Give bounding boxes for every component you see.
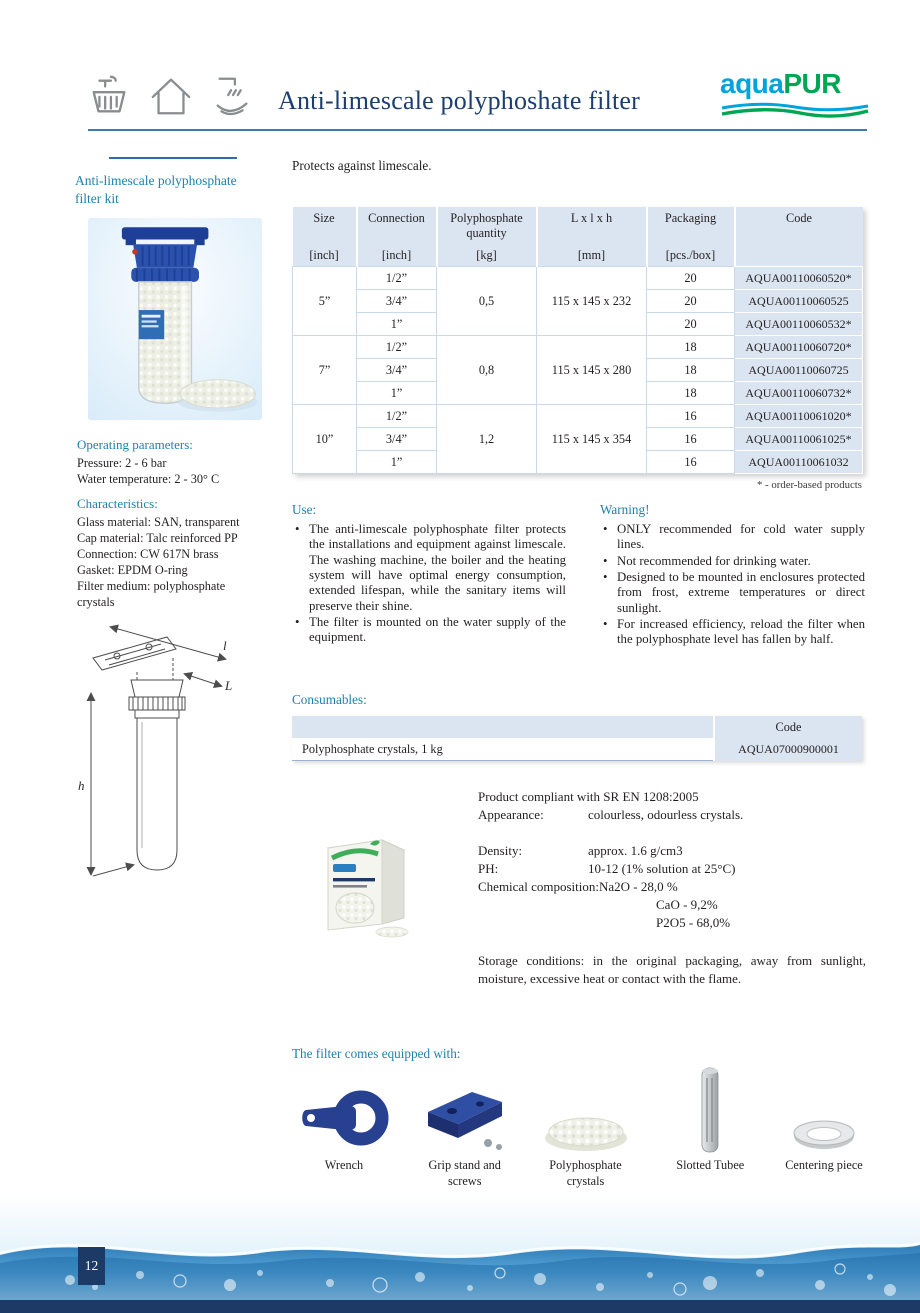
grip-stand-image xyxy=(422,1080,508,1154)
packaging-cell: 18 xyxy=(647,336,735,359)
cap-material-line: Cap material: Talc reinforced PP xyxy=(77,531,238,545)
size-cell: 10” xyxy=(293,405,357,474)
spec-density: Density: approx. 1.6 g/cm3 xyxy=(478,843,683,858)
kit-title: Anti-limescale polyphosphate filter kit xyxy=(75,173,237,206)
packaging-cell: 18 xyxy=(647,382,735,405)
table-header-row xyxy=(293,207,863,267)
equipment-caption: Wrench xyxy=(324,1158,364,1172)
packaging-cell: 20 xyxy=(647,267,735,290)
operating-parameters-text xyxy=(77,455,219,487)
product-table xyxy=(292,207,863,474)
connection-cell: 1/2” xyxy=(357,267,437,290)
connection-cell: 1” xyxy=(357,313,437,336)
equipment-caption: Slotted Tubee xyxy=(676,1158,745,1172)
page-title: Anti-limescale polyphoshate filter xyxy=(278,86,641,115)
table-row xyxy=(292,738,862,761)
characteristics-text xyxy=(77,514,259,610)
equipment-caption: Centering piece xyxy=(785,1158,863,1172)
equipment-caption: Grip stand and screws xyxy=(428,1158,501,1188)
sidebar-divider xyxy=(109,157,237,159)
code-cell: AQUA00110060720* xyxy=(735,336,863,359)
packaging-cell: 18 xyxy=(647,359,735,382)
filter-medium-line: Filter medium: polyphosphate crystals xyxy=(77,579,226,609)
col-header-size: Size [inch] xyxy=(293,207,357,267)
dimensions-cell: 115 x 145 x 232 xyxy=(537,267,647,336)
consumable-name-cell: Polyphosphate crystals, 1 kg xyxy=(292,738,714,761)
spec-chemical: Chemical composition:Na2O - 28,0 % xyxy=(478,879,678,894)
table-footnote: * - order-based products xyxy=(756,479,862,491)
connection-cell: 1” xyxy=(357,451,437,474)
equipment-item-slotted-tube xyxy=(660,1066,760,1190)
dimensions-cell: 115 x 145 x 280 xyxy=(537,336,647,405)
list-item: • Designed to be mounted in enclosures protected from frost, extreme temperatures or direct sunlight. xyxy=(600,570,865,616)
equipment-item-centering-piece xyxy=(783,1066,865,1190)
intro-text: Protects against limescale. xyxy=(292,158,432,173)
page-number: 12 xyxy=(78,1247,105,1285)
slotted-tube-image xyxy=(698,1066,722,1154)
code-cell: AQUA00110060532* xyxy=(735,313,863,336)
col-header-quantity: Polyphosphate quantity [kg] xyxy=(437,207,537,267)
code-cell: AQUA00110060725 xyxy=(735,359,863,382)
packaging-cell: 20 xyxy=(647,313,735,336)
glass-material-line: Glass material: SAN, transparent xyxy=(77,515,240,529)
equipment-heading: The filter comes equipped with: xyxy=(292,1046,461,1061)
col-header-packaging: Packaging [pcs./box] xyxy=(647,207,735,267)
spec-p2o5: P2O5 - 68,0% xyxy=(656,915,731,930)
connection-cell: 3/4” xyxy=(357,359,437,382)
spec-cao: CaO - 9,2% xyxy=(656,897,718,912)
packaging-cell: 16 xyxy=(647,428,735,451)
code-cell: AQUA00110060520* xyxy=(735,267,863,290)
equipment-item-crystals xyxy=(534,1066,638,1190)
centering-piece-image xyxy=(788,1116,860,1154)
size-cell: 5” xyxy=(293,267,357,336)
gasket-line: Gasket: EPDM O-ring xyxy=(77,563,188,577)
code-cell: AQUA00110060732* xyxy=(735,382,863,405)
list-item: • ONLY recommended for cold water supply lines. xyxy=(600,522,865,553)
main-content xyxy=(292,0,865,1200)
packaging-cell: 16 xyxy=(647,451,735,474)
consumables-blank-header xyxy=(292,716,714,738)
code-cell: AQUA00110061020* xyxy=(735,405,863,428)
quantity-cell: 1,2 xyxy=(437,405,537,474)
dim-l-label: l xyxy=(223,638,227,653)
wrench-image xyxy=(298,1082,390,1154)
equipment-row xyxy=(292,1066,865,1190)
dim-h-label: h xyxy=(78,778,85,793)
col-header-connection: Connection [inch] xyxy=(357,207,437,267)
consumables-table xyxy=(292,716,862,761)
packaging-cell: 16 xyxy=(647,405,735,428)
equipment-item-wrench xyxy=(292,1066,396,1190)
list-item: • Not recommended for drinking water. xyxy=(600,554,865,569)
logo-aqua-text: aqua xyxy=(720,68,784,99)
filter-product-photo xyxy=(88,212,262,426)
sidebar xyxy=(75,0,265,1190)
water-temp-line: Water temperature: 2 - 30° C xyxy=(77,472,220,486)
spec-appearance: Appearance: colourless, odourless crystals. xyxy=(478,807,744,822)
technical-drawing xyxy=(75,622,260,897)
warning-heading: Warning! xyxy=(600,502,650,517)
connection-cell: 1” xyxy=(357,382,437,405)
operating-parameters-heading: Operating parameters: xyxy=(77,437,193,452)
consumables-heading: Consumables: xyxy=(292,692,367,707)
equipment-caption: Polyphosphate crystals xyxy=(549,1158,622,1188)
table-row xyxy=(293,267,863,290)
col-header-code: Code xyxy=(735,207,863,267)
use-heading: Use: xyxy=(292,502,317,517)
dim-L-label: L xyxy=(225,678,233,693)
consumables-header-row xyxy=(292,716,862,738)
storage-conditions: Storage conditions: in the original packaging, away from sunlight, moisture, excessive heat or contact with the flame. xyxy=(478,953,866,986)
table-row xyxy=(293,405,863,428)
list-item: • The filter is mounted on the water supply of the equipment. xyxy=(292,615,566,646)
list-item: • For increased efficiency, reload the filter when the polyphosphate level has fallen by half. xyxy=(600,617,865,648)
connection-cell: 1/2” xyxy=(357,405,437,428)
water-photo-band xyxy=(0,1195,920,1300)
code-cell: AQUA00110061032 xyxy=(735,451,863,474)
pressure-line: Pressure: 2 - 6 bar xyxy=(77,456,167,470)
consumable-code-cell: AQUA07000900001 xyxy=(714,738,862,761)
crystals-box-photo xyxy=(318,808,414,938)
col-header-dimensions: L x l x h [mm] xyxy=(537,207,647,267)
connection-cell: 3/4” xyxy=(357,428,437,451)
connection-line: Connection: CW 617N brass xyxy=(77,547,219,561)
connection-cell: 3/4” xyxy=(357,290,437,313)
warning-section xyxy=(600,502,865,649)
logo-pur-text: PUR xyxy=(783,68,841,99)
code-cell: AQUA00110060525 xyxy=(735,290,863,313)
quantity-cell: 0,8 xyxy=(437,336,537,405)
consumables-code-header: Code xyxy=(714,716,862,738)
quantity-cell: 0,5 xyxy=(437,267,537,336)
crystals-image xyxy=(540,1102,632,1154)
code-cell: AQUA00110061025* xyxy=(735,428,863,451)
spec-ph: PH: 10-12 (1% solution at 25°C) xyxy=(478,861,736,876)
characteristics-heading: Characteristics: xyxy=(77,496,158,511)
list-item: • The anti-limescale polyphosphate filter protects the installations and equipment against limescale. The washing machine, the boiler and the heating system will have optimal energy consumption, extended lifespan, while the sanitary items will preserve their shine. xyxy=(292,522,566,614)
specs-block xyxy=(478,788,866,988)
size-cell: 7” xyxy=(293,336,357,405)
use-section xyxy=(292,502,566,649)
equipment-item-grip-stand xyxy=(419,1066,511,1190)
compliance-line: Product compliant with SR EN 1208:2005 xyxy=(478,789,699,804)
packaging-cell: 20 xyxy=(647,290,735,313)
table-row xyxy=(293,336,863,359)
connection-cell: 1/2” xyxy=(357,336,437,359)
bottom-bar xyxy=(0,1300,920,1313)
dimensions-cell: 115 x 145 x 354 xyxy=(537,405,647,474)
use-warning-columns xyxy=(292,502,865,649)
